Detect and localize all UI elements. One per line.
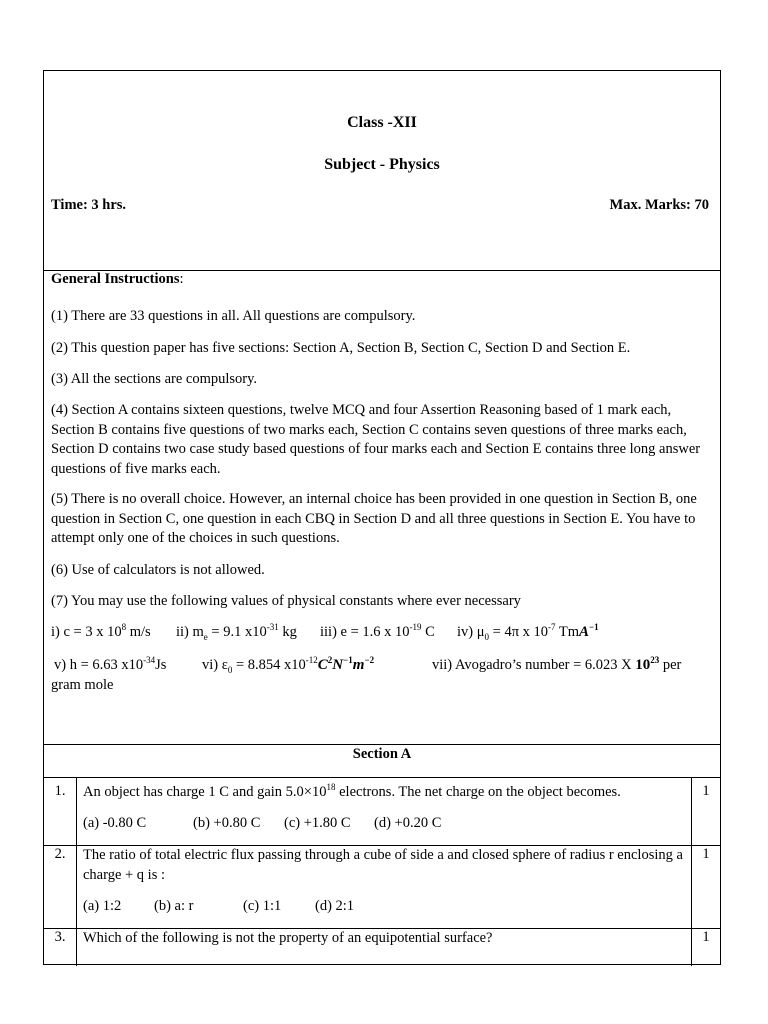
option-c: (c) 1:1 — [243, 898, 282, 914]
instruction-item: (5) There is no overall choice. However, an internal choice has been provided in one question in Section B, one question in Section C, one question in each CBQ in Section D and all three questions in Section E. You have to attempt only one of the choices in such questions. — [51, 491, 697, 546]
option-b: (b) a: r — [154, 898, 194, 914]
question-text: The ratio of total electric flux passing through a cube of side a and closed sphere of radius r enclosing a charge + q is : — [83, 847, 683, 883]
option-d: (d) 2:1 — [315, 898, 355, 914]
question-text: An object has charge 1 C and gain $5.0\times 10^{18}$ electrons. The net charge on the object becomes. — [83, 782, 621, 800]
option-a: (a) 1:2 — [83, 898, 122, 914]
instruction-item: (7) You may use the following values of physical constants where ever necessary — [51, 593, 521, 609]
constant-epsilon: vi) $\varepsilon_0 = 8.854$ $x10^{-12}C^2N^{-1}m^{-2}$ — [202, 655, 375, 675]
instruction-item: (1) There are 33 questions in all. All questions are compulsory. — [51, 308, 416, 324]
constant-h: v) h = 6.63 $x10^{-34}Js$ — [54, 655, 167, 673]
question-marks: 1 — [702, 783, 710, 799]
instruction-item: (2) This question paper has five sections: Section A, Section B, Section C, Section D and Section E. — [51, 340, 631, 356]
constant-avogadro-unit: gram mole — [51, 677, 114, 693]
time-label: Time: 3 hrs. — [51, 197, 127, 213]
option-b: (b) +0.80 C — [193, 815, 261, 831]
instructions-heading: General Instructions: — [51, 271, 184, 287]
instruction-item: (3) All the sections are compulsory. — [51, 371, 258, 387]
instruction-item: (4) Section A contains sixteen questions, twelve MCQ and four Assertion Reasoning based of 1 mark each, Section B contains five questions of two marks each, Section C contains seven questions of three marks each, Section D contains two case study based questions of four marks each and Section E contains three long answer questions of five marks each. — [51, 402, 701, 477]
option-a: (a) -0.80 C — [83, 815, 147, 831]
constant-me: ii) $m_e = 9.1$ $x10^{-31}$ kg — [176, 622, 297, 642]
divider — [44, 744, 720, 745]
class-title: Class -XII — [347, 114, 417, 131]
question-marks: 1 — [702, 846, 710, 862]
instruction-item: (6) Use of calculators is not allowed. — [51, 562, 265, 578]
question-number: 1. — [54, 783, 66, 799]
constant-c: i) c = 3 x $10^8$ m/s — [51, 622, 151, 640]
option-d: (d) +0.20 C — [374, 815, 442, 831]
option-c: (c) +1.80 C — [284, 815, 351, 831]
constant-mu: iv) $\mu_0 = 4\pi$ x $10^{-7}$ TmA$^{-1}$ — [457, 622, 599, 642]
question-marks: 1 — [702, 929, 710, 945]
constant-avogadro: vii) Avogadro’s number = 6.023 X $10^{23}$ per — [432, 655, 682, 673]
constant-e: iii) e = 1.6 x $10^{-19}$ C — [320, 622, 435, 640]
question-text: Which of the following is not the property of an equipotential surface? — [83, 930, 493, 946]
question-number: 3. — [54, 929, 66, 945]
divider — [44, 777, 720, 778]
question-paper — [43, 70, 721, 965]
column-divider — [76, 777, 77, 966]
subject-title: Subject - Physics — [324, 156, 440, 173]
max-marks-label: Max. Marks: 70 — [609, 197, 709, 213]
question-number: 2. — [54, 846, 66, 862]
section-a-title: Section A — [352, 746, 412, 762]
